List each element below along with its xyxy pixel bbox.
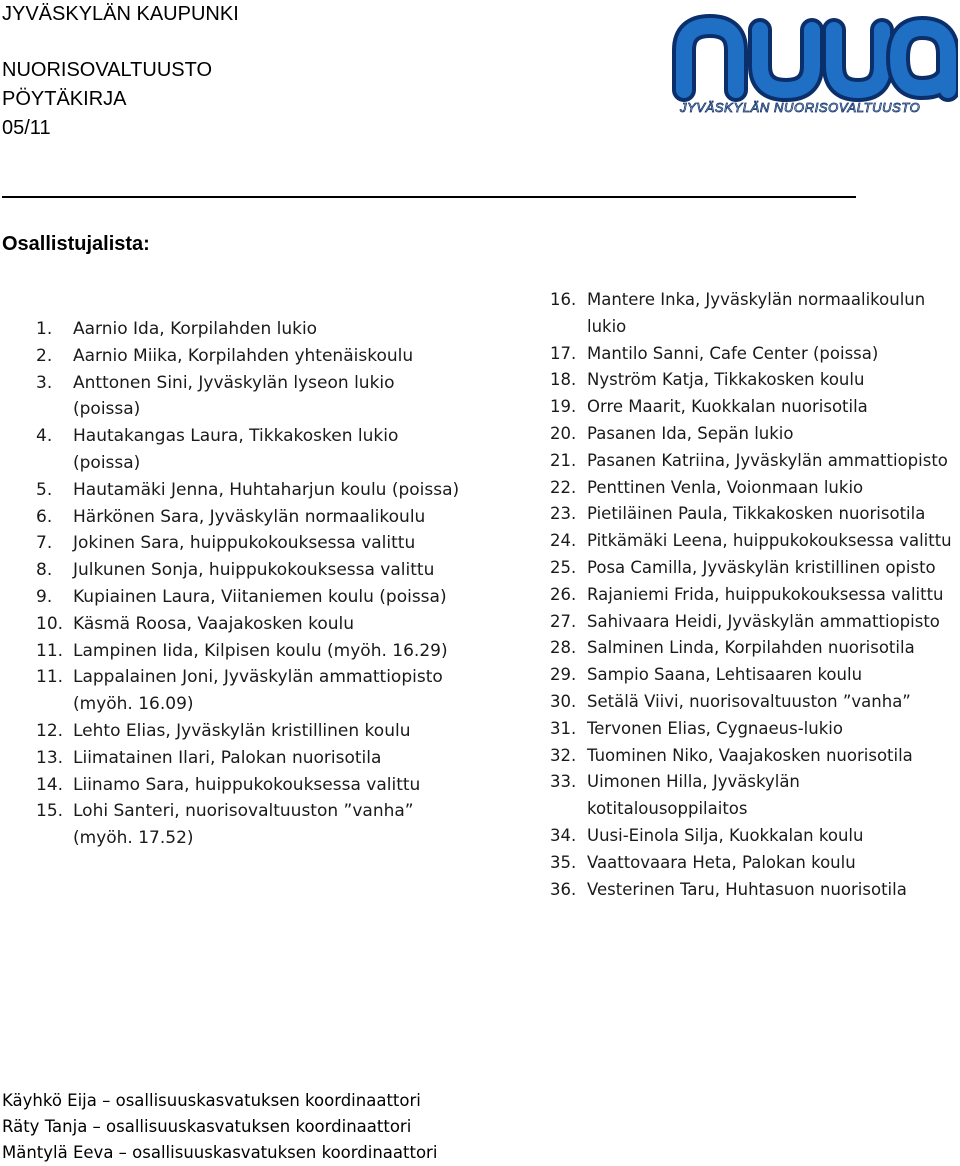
attendee-item	[36, 530, 466, 557]
attendee-item	[36, 557, 466, 584]
attendee-name: Lehto Elias, Jyväskylän kristillinen koulu	[73, 720, 411, 741]
attendee-number: 14.	[36, 774, 64, 795]
attendee-item	[550, 528, 960, 555]
attendee-name: Lohi Santeri, nuorisovaltuuston ”vanha” (myöh. 17.52)	[73, 801, 414, 849]
attendee-item	[550, 635, 960, 662]
attendee-number: 5.	[36, 479, 53, 500]
attendee-name: Tuominen Niko, Vaajakosken nuorisotila	[587, 745, 913, 765]
document-type: PÖYTÄKIRJA	[2, 88, 127, 110]
attendee-name: Posa Camilla, Jyväskylän kristillinen opisto	[587, 557, 936, 577]
nuva-logo	[662, 10, 958, 118]
attendee-number: 10.	[36, 613, 64, 634]
attendee-number: 25.	[550, 557, 577, 577]
attendee-name: Orre Maarit, Kuokkalan nuorisotila	[587, 397, 868, 417]
attendee-name: Uusi-Einola Silja, Kuokkalan koulu	[587, 825, 864, 845]
coordinator-item: Käyhkö Eija – osallisuuskasvatuksen koordinaattori	[2, 1091, 421, 1110]
attendee-item	[550, 448, 960, 475]
attendee-item	[550, 689, 960, 716]
attendee-number: 1.	[36, 319, 53, 339]
attendee-item	[550, 662, 960, 689]
attendee-name: Pasanen Ida, Sepän lukio	[587, 423, 794, 443]
attendee-name: Aarnio Ida, Korpilahden lukio	[73, 319, 318, 339]
attendee-name: Lampinen Iida, Kilpisen koulu (myöh. 16.29)	[73, 640, 448, 661]
attendee-name: Rajaniemi Frida, huippukokouksessa valittu	[587, 584, 944, 604]
attendee-name: Tervonen Elias, Cygnaeus-lukio	[587, 718, 843, 738]
attendee-name: Kupiainen Laura, Viitaniemen koulu (poissa)	[73, 586, 447, 607]
attendee-list-right	[550, 287, 960, 903]
attendee-number: 18.	[550, 370, 577, 390]
attendee-number: 7.	[36, 533, 53, 554]
attendee-name: Liimatainen Ilari, Palokan nuorisotila	[73, 747, 382, 768]
attendee-item	[36, 745, 466, 772]
attendee-number: 32.	[550, 745, 577, 765]
attendee-name: Pitkämäki Leena, huippukokouksessa valittu	[587, 531, 952, 551]
attendee-number: 20.	[550, 423, 577, 443]
attendee-item	[36, 370, 466, 424]
attendee-item	[550, 501, 960, 528]
attendee-item	[36, 504, 466, 531]
attendee-item	[550, 716, 960, 743]
attendee-number: 16.	[550, 290, 577, 309]
attendee-item	[36, 477, 466, 504]
attendee-name: Härkönen Sara, Jyväskylän normaalikoulu	[73, 506, 426, 527]
attendee-number: 22.	[550, 477, 577, 497]
attendee-number: 30.	[550, 691, 577, 711]
attendee-item	[550, 769, 960, 823]
attendee-list-left	[36, 316, 466, 852]
attendee-number: 21.	[550, 450, 577, 470]
attendee-item	[550, 555, 960, 582]
attendee-item	[36, 638, 466, 665]
attendee-name: Nyström Katja, Tikkakosken koulu	[587, 370, 865, 390]
attendee-item	[36, 423, 466, 477]
coordinator-item: Mäntylä Eeva – osallisuuskasvatuksen koordinaattori	[2, 1143, 438, 1162]
attendee-number: 24.	[550, 531, 577, 551]
attendee-item	[36, 718, 466, 745]
attendee-item	[550, 287, 960, 341]
attendee-name: Mantere Inka, Jyväskylän normaalikoulun lukio	[587, 290, 926, 336]
attendee-name: Sampio Saana, Lehtisaaren koulu	[587, 665, 863, 685]
attendee-number: 8.	[36, 560, 53, 581]
attendee-item	[550, 823, 960, 850]
attendee-name: Vaattovaara Heta, Palokan koulu	[587, 852, 856, 872]
attendee-number: 28.	[550, 638, 577, 658]
attendee-item	[36, 772, 466, 799]
attendee-item	[36, 343, 466, 370]
attendee-number: 4.	[36, 426, 53, 447]
attendee-number: 2.	[36, 345, 53, 366]
attendee-item	[36, 611, 466, 638]
attendee-name: Pasanen Katriina, Jyväskylän ammattiopisto	[587, 450, 948, 470]
attendee-number: 27.	[550, 611, 577, 631]
attendee-item	[550, 743, 960, 770]
attendee-item	[550, 609, 960, 636]
attendee-number: 15.	[36, 801, 64, 822]
attendee-item	[550, 421, 960, 448]
attendee-name: Julkunen Sonja, huippukokouksessa valittu	[73, 560, 435, 581]
attendee-list-heading: Osallistujalista:	[2, 233, 150, 255]
attendee-name: Hautakangas Laura, Tikkakosken lukio (poissa)	[73, 426, 399, 473]
header-divider	[2, 196, 856, 198]
attendee-number: 23.	[550, 504, 577, 524]
coordinator-item: Räty Tanja – osallisuuskasvatuksen koordinaattori	[2, 1117, 412, 1136]
attendee-item	[36, 798, 466, 852]
committee-name: NUORISOVALTUUSTO	[2, 59, 213, 81]
attendee-number: 35.	[550, 852, 577, 872]
attendee-name: Setälä Viivi, nuorisovaltuuston ”vanha”	[587, 691, 911, 711]
attendee-name: Hautamäki Jenna, Huhtaharjun koulu (poissa)	[73, 479, 460, 500]
attendee-item	[550, 877, 960, 904]
attendee-number: 12.	[36, 720, 64, 741]
attendee-number: 36.	[550, 879, 577, 899]
coordinator-list	[2, 1088, 437, 1166]
attendee-number: 33.	[550, 772, 577, 792]
attendee-name: Penttinen Venla, Voionmaan lukio	[587, 477, 864, 497]
document-number: 05/11	[2, 117, 51, 139]
attendee-name: Käsmä Roosa, Vaajakosken koulu	[73, 613, 355, 634]
attendee-name: Sahivaara Heidi, Jyväskylän ammattiopisto	[587, 611, 940, 631]
attendee-name: Anttonen Sini, Jyväskylän lyseon lukio (poissa)	[73, 372, 395, 420]
attendee-name: Salminen Linda, Korpilahden nuorisotila	[587, 638, 915, 658]
attendee-number: 29.	[550, 665, 577, 685]
attendee-item	[36, 664, 466, 718]
organization-name: JYVÄSKYLÄN KAUPUNKI	[2, 3, 239, 25]
attendee-name: Aarnio Miika, Korpilahden yhtenäiskoulu	[73, 345, 414, 366]
attendee-item	[36, 584, 466, 611]
attendee-item	[550, 367, 960, 394]
attendee-item	[550, 850, 960, 877]
attendee-item	[36, 316, 466, 343]
attendee-number: 11.	[36, 667, 64, 688]
attendee-number: 11.	[36, 640, 64, 661]
attendee-name: Lappalainen Joni, Jyväskylän ammattiopisto (myöh. 16.09)	[73, 667, 443, 715]
attendee-item	[550, 582, 960, 609]
attendee-number: 26.	[550, 584, 577, 604]
attendee-number: 34.	[550, 825, 577, 845]
attendee-item	[550, 394, 960, 421]
attendee-item	[550, 475, 960, 502]
attendee-name: Vesterinen Taru, Huhtasuon nuorisotila	[587, 879, 907, 899]
attendee-number: 6.	[36, 506, 53, 527]
attendee-number: 31.	[550, 718, 577, 738]
attendee-name: Liinamo Sara, huippukokouksessa valittu	[73, 774, 421, 795]
attendee-number: 9.	[36, 586, 53, 607]
attendee-name: Pietiläinen Paula, Tikkakosken nuorisotila	[587, 504, 926, 524]
attendee-name: Uimonen Hilla, Jyväskylän kotitalousoppilaitos	[587, 772, 800, 819]
attendee-number: 13.	[36, 747, 64, 768]
logo-tagline: JYVÄSKYLÄN NUORISOVALTUUSTO	[680, 100, 921, 115]
attendee-number: 3.	[36, 372, 53, 393]
attendee-name: Mantilo Sanni, Cafe Center (poissa)	[587, 343, 879, 363]
attendee-number: 19.	[550, 397, 577, 417]
attendee-item	[550, 341, 960, 368]
attendee-name: Jokinen Sara, huippukokouksessa valittu	[73, 533, 416, 554]
attendee-number: 17.	[550, 343, 577, 363]
